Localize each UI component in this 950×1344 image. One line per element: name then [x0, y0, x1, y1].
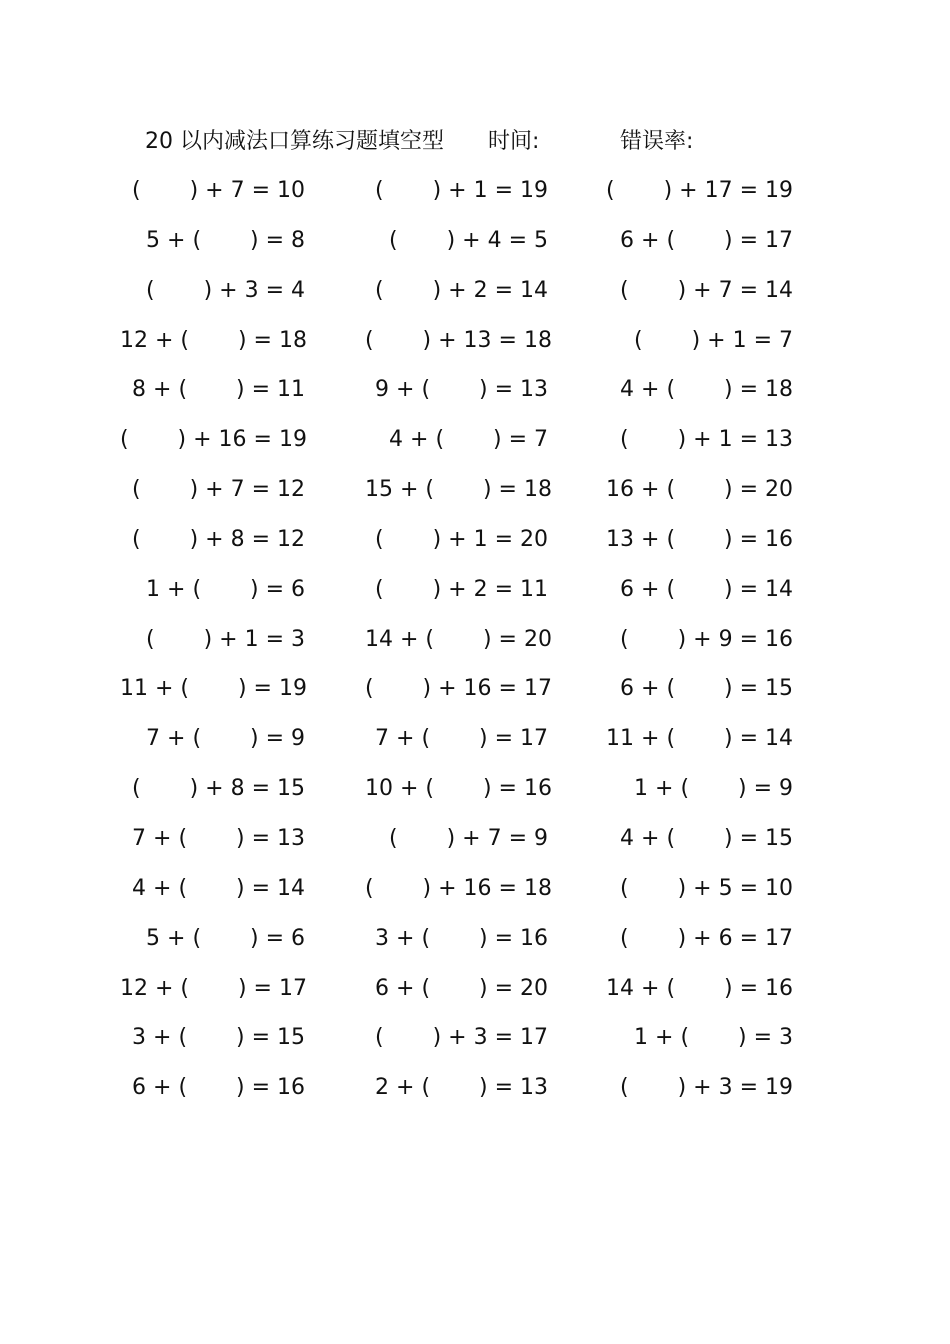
problem-item: ( ) + 5 = 10: [620, 875, 793, 901]
problem-item: 7 + ( ) = 13: [132, 825, 305, 851]
problem-item: ( ) + 16 = 17: [365, 676, 552, 702]
problem-item: 6 + ( ) = 17: [620, 227, 793, 253]
problem-row: [0, 719, 950, 769]
problem-item: 11 + ( ) = 19: [120, 676, 307, 702]
problem-row: [0, 470, 950, 520]
problem-item: 2 + ( ) = 13: [375, 1075, 548, 1101]
problem-row: [0, 1068, 950, 1118]
problem-item: 6 + ( ) = 14: [620, 576, 793, 602]
problem-item: ( ) + 1 = 20: [375, 526, 548, 552]
problem-item: 12 + ( ) = 18: [120, 327, 307, 353]
problem-item: 7 + ( ) = 9: [146, 726, 305, 752]
problem-item: 6 + ( ) = 15: [620, 676, 793, 702]
problem-item: ( ) + 7 = 9: [389, 825, 548, 851]
problem-row: [0, 769, 950, 819]
problem-item: ( ) + 3 = 19: [620, 1075, 793, 1101]
problem-row: [0, 321, 950, 371]
problem-item: ( ) + 1 = 3: [146, 626, 305, 652]
problem-item: 12 + ( ) = 17: [120, 975, 307, 1001]
problem-row: [0, 919, 950, 969]
problem-row: [0, 620, 950, 670]
worksheet-header: [0, 126, 950, 158]
problem-item: 1 + ( ) = 3: [634, 1025, 793, 1051]
problem-item: ( ) + 8 = 12: [132, 526, 305, 552]
problem-item: 6 + ( ) = 16: [132, 1075, 305, 1101]
problem-item: 4 + ( ) = 18: [620, 377, 793, 403]
problem-row: [0, 570, 950, 620]
problem-row: [0, 869, 950, 919]
problem-row: [0, 420, 950, 470]
problem-row: [0, 370, 950, 420]
problem-item: 1 + ( ) = 6: [146, 576, 305, 602]
problem-item: 14 + ( ) = 20: [365, 626, 552, 652]
problem-item: ( ) + 2 = 11: [375, 576, 548, 602]
problem-item: 5 + ( ) = 8: [146, 227, 305, 253]
problem-item: ( ) + 2 = 14: [375, 277, 548, 303]
problem-item: 16 + ( ) = 20: [606, 477, 793, 503]
problem-item: 11 + ( ) = 14: [606, 726, 793, 752]
problem-item: ( ) + 1 = 7: [634, 327, 793, 353]
problem-row: [0, 520, 950, 570]
problem-item: ( ) + 9 = 16: [620, 626, 793, 652]
problem-item: ( ) + 4 = 5: [389, 227, 548, 253]
problem-item: 4 + ( ) = 15: [620, 825, 793, 851]
problem-item: ( ) + 7 = 14: [620, 277, 793, 303]
problem-item: 10 + ( ) = 16: [365, 776, 552, 802]
error-rate-label: 错误率:: [620, 129, 694, 154]
problem-item: 9 + ( ) = 13: [375, 377, 548, 403]
problem-row: [0, 819, 950, 869]
problem-item: 7 + ( ) = 17: [375, 726, 548, 752]
time-label: 时间:: [488, 129, 540, 154]
problem-item: 3 + ( ) = 15: [132, 1025, 305, 1051]
problem-item: 4 + ( ) = 7: [389, 427, 548, 453]
problem-item: ( ) + 7 = 12: [132, 477, 305, 503]
problem-row: [0, 221, 950, 271]
problem-item: ( ) + 1 = 13: [620, 427, 793, 453]
problem-row: [0, 669, 950, 719]
problem-row: [0, 1018, 950, 1068]
problem-row: [0, 271, 950, 321]
problem-item: 15 + ( ) = 18: [365, 477, 552, 503]
problem-item: ( ) + 7 = 10: [132, 178, 305, 203]
problem-item: ( ) + 8 = 15: [132, 776, 305, 802]
problem-row: [0, 969, 950, 1019]
problem-row: [0, 171, 950, 221]
problem-item: 3 + ( ) = 16: [375, 925, 548, 951]
problem-item: 1 + ( ) = 9: [634, 776, 793, 802]
problem-item: 5 + ( ) = 6: [146, 925, 305, 951]
problem-item: ( ) + 13 = 18: [365, 327, 552, 353]
problem-item: 14 + ( ) = 16: [606, 975, 793, 1001]
problem-item: 13 + ( ) = 16: [606, 526, 793, 552]
problem-grid: [0, 171, 950, 1118]
problem-item: ( ) + 3 = 17: [375, 1025, 548, 1051]
problem-item: 4 + ( ) = 14: [132, 875, 305, 901]
problem-item: ( ) + 6 = 17: [620, 925, 793, 951]
problem-item: ( ) + 3 = 4: [146, 277, 305, 303]
problem-item: ( ) + 16 = 18: [365, 875, 552, 901]
problem-item: 6 + ( ) = 20: [375, 975, 548, 1001]
problem-item: ( ) + 1 = 19: [375, 178, 548, 203]
worksheet-title: 20 以内减法口算练习题填空型: [145, 129, 444, 154]
problem-item: 8 + ( ) = 11: [132, 377, 305, 403]
problem-item: ( ) + 16 = 19: [120, 427, 307, 453]
problem-item: ( ) + 17 = 19: [606, 178, 793, 203]
